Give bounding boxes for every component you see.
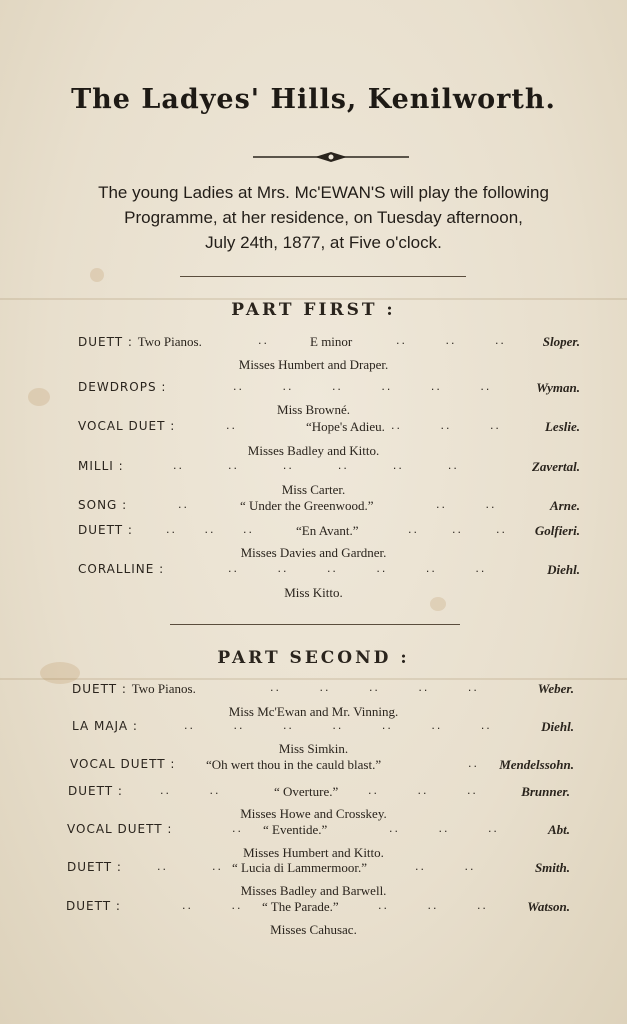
item-performers: Misses Badley and Kitto. (247, 443, 380, 458)
intro-line: The young Ladies at Mrs. Mc'EWAN'S will play the following (98, 183, 549, 202)
item-type: MILLI : (78, 459, 124, 473)
item-type: DUETT : (67, 860, 122, 874)
programme-item (78, 459, 580, 477)
item-piece: “ The Parade.” (262, 899, 339, 914)
item-composer: Brunner. (521, 784, 570, 799)
item-composer: Golfieri. (534, 523, 580, 538)
item-performers: Misses Davies and Gardner. (240, 545, 387, 560)
programme-item (78, 562, 580, 580)
document-title: The Ladyes' Hills, Kenilworth. (71, 84, 556, 115)
item-type: VOCAL DUETT : (70, 757, 176, 771)
part-first-heading: PART FIRST : (231, 300, 396, 320)
intro-line: Programme, at her residence, on Tuesday afternoon, (124, 208, 523, 227)
leader-dots: .. .. .. .. .. .. (228, 562, 487, 575)
item-piece: “ Eventide.” (263, 822, 328, 837)
programme-item (78, 334, 580, 352)
leader-dots: .. .. .. (368, 784, 478, 797)
item-piece: “Hope's Adieu. (306, 419, 385, 434)
programme-item (72, 719, 574, 737)
item-performers: Misses Cahusac. (270, 922, 357, 937)
programme-item (78, 380, 580, 398)
item-subtitle: Two Pianos. (137, 334, 202, 349)
item-performers: Miss Carter. (281, 482, 346, 497)
item-composer: Mendelssohn. (499, 757, 574, 772)
item-type: DUETT : (66, 899, 121, 913)
item-type: CORALLINE : (78, 562, 165, 576)
leader-dots: .. .. (160, 784, 221, 797)
leader-dots: .. (232, 822, 243, 835)
programme-item (78, 498, 580, 516)
section-rule (180, 276, 466, 277)
item-performers: Misses Badley and Barwell. (240, 883, 387, 898)
leader-dots: .. (468, 757, 479, 770)
programme-item (72, 681, 574, 699)
leader-dots: .. .. (415, 860, 476, 873)
item-composer: Zavertal. (531, 459, 580, 474)
paper-fold (0, 678, 627, 680)
intro-paragraph (60, 180, 587, 255)
item-performers: Miss Browné. (277, 402, 350, 417)
item-type: DUETT : (68, 784, 123, 798)
leader-dots: .. .. .. (396, 334, 506, 347)
leader-dots: .. (258, 334, 269, 347)
item-performers: Miss Mc'Ewan and Mr. Vinning. (228, 704, 399, 719)
leader-dots: .. .. .. .. .. .. (233, 380, 492, 393)
leader-dots: .. (178, 498, 189, 511)
leader-dots: .. (226, 419, 237, 432)
item-composer: Diehl. (547, 562, 580, 577)
programme-item (78, 523, 580, 541)
item-composer: Diehl. (541, 719, 574, 734)
leader-dots: .. .. (436, 498, 497, 511)
part-second-heading: PART SECOND : (217, 648, 410, 668)
item-performers: Misses Howe and Crosskey. (240, 806, 387, 821)
programme-item (67, 860, 570, 878)
item-performers: Misses Humbert and Kitto. (243, 845, 384, 860)
intro-line: July 24th, 1877, at Five o'clock. (205, 233, 442, 252)
leader-dots: .. .. (157, 860, 223, 873)
leader-dots: .. .. .. (408, 523, 507, 536)
item-type: VOCAL DUET : (78, 419, 176, 433)
item-composer: Weber. (537, 681, 574, 696)
item-performers: Misses Humbert and Draper. (238, 357, 389, 372)
item-subtitle: Two Pianos. (131, 681, 196, 696)
item-type: VOCAL DUETT : (67, 822, 173, 836)
item-type: DUETT : (78, 523, 133, 537)
programme-item (67, 822, 570, 840)
item-type: LA MAJA : (72, 719, 138, 733)
item-type: DEWDROPS : (78, 380, 167, 394)
programme-item (68, 784, 570, 802)
item-composer: Leslie. (544, 419, 580, 434)
item-piece: “ Under the Greenwood.” (240, 498, 374, 513)
item-composer: Wyman. (536, 380, 580, 395)
leader-dots: .. .. (182, 899, 243, 912)
item-type: DUETT : Two Pianos. (72, 681, 196, 696)
item-composer: Watson. (527, 899, 570, 914)
item-piece: “Oh wert thou in the cauld blast.” (206, 757, 382, 772)
item-type: DUETT : Two Pianos. (78, 334, 202, 349)
item-composer: Abt. (547, 822, 570, 837)
item-performers: Miss Kitto. (284, 585, 343, 600)
leader-dots: .. .. .. .. .. .. .. (184, 719, 492, 732)
item-type: SONG : (78, 498, 128, 512)
item-composer: Arne. (550, 498, 580, 513)
paper-stain (90, 268, 104, 282)
leader-dots: .. .. .. (378, 899, 488, 912)
section-rule (170, 624, 460, 625)
item-composer: Smith. (534, 860, 570, 875)
programme-item (78, 419, 580, 437)
item-composer: Sloper. (542, 334, 580, 349)
leader-dots: .. .. .. .. .. (270, 681, 479, 694)
item-performers: Miss Simkin. (278, 741, 349, 756)
leader-dots: .. .. .. (166, 523, 254, 536)
item-piece: “En Avant.” (296, 523, 359, 538)
item-piece: “ Overture.” (274, 784, 339, 799)
item-piece: E minor (310, 334, 353, 349)
leader-dots: .. .. .. (391, 419, 501, 432)
ornament-divider (253, 150, 409, 164)
leader-dots: .. .. .. .. .. .. (173, 459, 459, 472)
leader-dots: .. .. .. (389, 822, 499, 835)
programme-item (70, 757, 574, 775)
item-piece: “ Lucia di Lammermoor.” (232, 860, 368, 875)
programme-item (66, 899, 570, 917)
